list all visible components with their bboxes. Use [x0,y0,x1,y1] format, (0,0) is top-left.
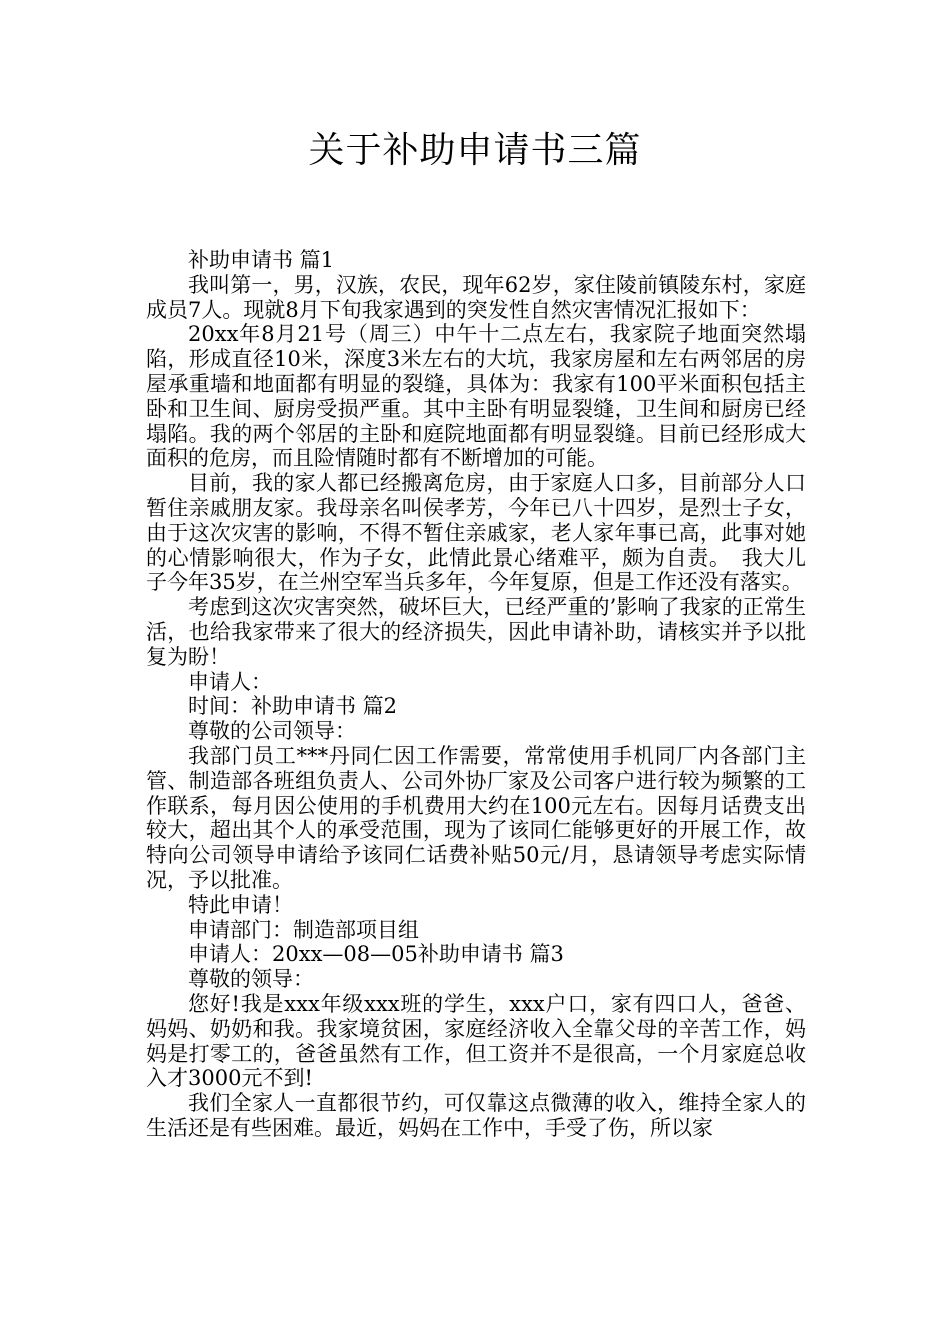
paragraph: 目前，我的家人都已经搬离危房，由于家庭人口多，目前部分人口暂住亲戚朋友家。我母亲名叫侯孝芳，今年已八十四岁，是烈士子女，由于这次灾害的影响，不得不暂住亲戚家，老人家年事已高，此事对她的心情影响很大，作为子女，此情此景心绪难平，颇为自责。 我大儿子今年35岁，在兰州空军当兵多年，今年复原，但是工作还没有落实。 [146,471,806,595]
date-and-section-heading-2: 时间：补助申请书 篇2 [188,694,398,719]
paragraph: 考虑到这次灾害突然，破坏巨大，已经严重的’影响了我家的正常生活，也给我家带来了很大的经济损失，因此申请补助，请核实并予以批复为盼！ [146,595,806,669]
paragraph: 我们全家人一直都很节约，可仅靠这点微薄的收入，维持全家人的生活还是有些困难。最近，妈妈在工作中，手受了伤，所以家 [146,1091,806,1140]
closing-line: 特此申请！ [188,892,293,917]
section-heading-1: 补助申请书 篇1 [188,248,335,272]
salutation: 尊敬的公司领导： [188,719,356,744]
document-title: 关于补助申请书三篇 [308,130,642,171]
paragraph: 我部门员工***丹同仁因工作需要，常常使用手机同厂内各部门主管、制造部各班组负责人、公司外协厂家及公司客户进行较为频繁的工作联系，每月因公使用的手机费用大约在100元左右。因每月话费支出较大，超出其个人的承受范围，现为了该同仁能够更好的开展工作，故特向公司领导申请给予该同仁话费补贴50元/月，恳请领导考虑实际情况，予以批准。 [146,743,806,892]
paragraph: 20xx年8月21号（周三）中午十二点左右，我家院子地面突然塌陷，形成直径10米，深度3米左右的大坑，我家房屋和左右两邻居的房屋承重墙和地面都有明显的裂缝，具体为：我家有100平米面积包括主卧和卫生间、厨房受损严重。其中主卧有明显裂缝，卫生间和厨房已经塌陷。我的两个邻居的主卧和庭院地面都有明显裂缝。目前已经形成大面积的危房，而且险情随时都有不断增加的可能。 [146,322,806,471]
applicant-line: 申请人： [188,669,272,694]
applicant-and-section-heading-3: 申请人：20xx—08—05补助申请书 篇3 [188,942,564,967]
department-line: 申请部门：制造部项目组 [188,917,419,942]
salutation: 尊敬的领导： [188,967,314,992]
document-body [146,248,806,1141]
paragraph: 我叫第一，男，汉族，农民，现年62岁，家住陵前镇陵东村，家庭成员7人。现就8月下旬我家遇到的突发性自然灾害情况汇报如下： [146,272,806,322]
paragraph: 您好!我是xxx年级xxx班的学生，xxx户口，家有四口人，爸爸、妈妈、奶奶和我。我家境贫困，家庭经济收入全靠父母的辛苦工作，妈妈是打零工的，爸爸虽然有工作，但工资并不是很高，一个月家庭总收入才3000元不到! [146,991,806,1091]
